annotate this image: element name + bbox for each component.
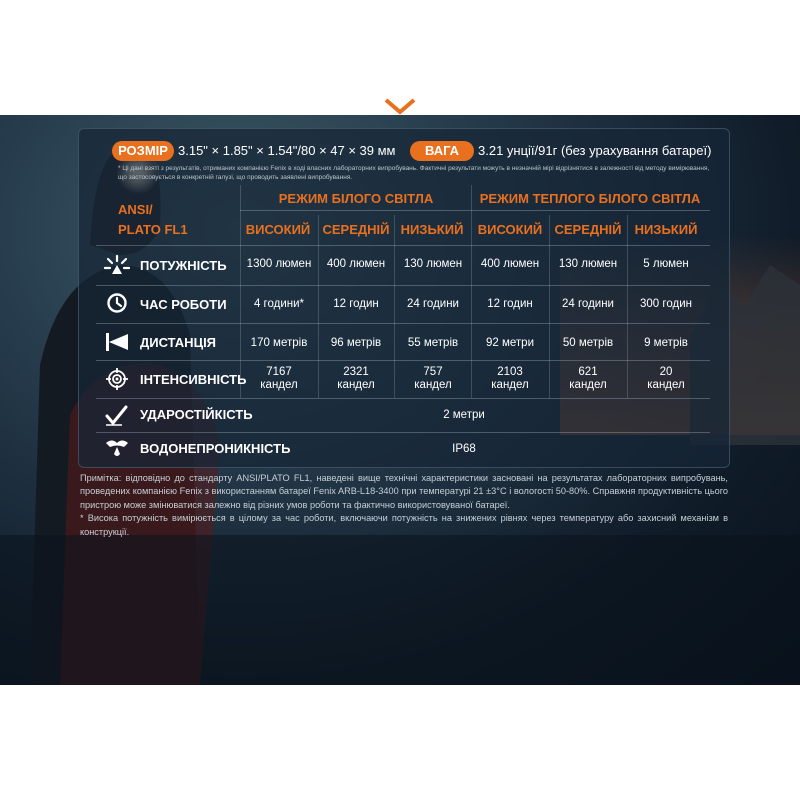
cell-distance-white-medium: 96 метрів: [330, 337, 382, 349]
cell-intensity-warm-medium: 621 кандел: [569, 366, 607, 391]
weight-label: ВАГА: [410, 141, 474, 161]
cell-runtime-white-medium: 12 годин: [333, 298, 379, 310]
col-warm-high: ВИСОКИЙ: [477, 222, 543, 237]
cell-intensity-white-high: 7167 кандел: [260, 366, 298, 391]
col-white-high: ВИСОКИЙ: [245, 222, 311, 237]
cell-distance-warm-medium: 50 метрів: [562, 337, 614, 349]
cell-distance-warm-low: 9 метрів: [644, 337, 688, 349]
cell-runtime-warm-low: 300 годин: [640, 298, 692, 310]
divider: [240, 210, 710, 211]
cell-runtime-white-low: 24 години: [407, 298, 459, 310]
footnotes: [80, 472, 728, 539]
page-title: ТЕХНІЧНІ ПАРАМЕТРИ: [273, 62, 527, 85]
footnote-high-output: * Висока потужність вимірюється в цілому за час роботи, включаючи потужність на знижених рівнях через температуру або захисний механізм в конструкції.: [80, 513, 728, 537]
cell-brightness-warm-medium: 130 люмен: [558, 258, 618, 270]
brightness-burst-icon: [104, 254, 130, 276]
cell-intensity-white-low: 757 кандел: [414, 366, 452, 391]
target-intensity-icon: [104, 368, 130, 390]
impact-resistance-icon: [104, 404, 130, 426]
row-label-distance: ДИСТАНЦІЯ: [140, 335, 217, 350]
footnote-standard: Примітка: відповідно до стандарту ANSI/PLATO FL1, наведені вище технічні характеристики засновані на результатах лабораторних випробувань, проведених компанією Fenix з використанням батареї Fenix ARB-L18-3400 при температурі 21 ±3°C і вологості 50-80%. Справжня продуктивність цього пристрою може змінюватися залежно від різних умов роботи та фактично використовуваної батареї.: [80, 473, 728, 510]
water-splash-icon: [104, 437, 130, 459]
size-label: РОЗМІР: [112, 141, 174, 161]
standard-line-1: ANSI/: [118, 202, 153, 217]
cell-brightness-warm-low: 5 люмен: [643, 258, 689, 270]
standard-label: [118, 200, 188, 240]
cell-distance-white-low: 55 метрів: [407, 337, 459, 349]
row-label-waterproof: ВОДОНЕПРОНИКНІСТЬ: [140, 441, 291, 456]
cell-intensity-warm-low: 20 кандел: [647, 366, 685, 391]
divider: [96, 432, 710, 433]
row-label-runtime: ЧАС РОБОТИ: [140, 297, 227, 312]
standard-line-2: PLATO FL1: [118, 222, 188, 237]
group-white-light: РЕЖИМ БІЛОГО СВІТЛА: [278, 191, 434, 206]
beam-distance-icon: [104, 331, 130, 353]
divider: [96, 323, 710, 324]
cell-intensity-warm-high: 2103 кандел: [491, 366, 529, 391]
col-white-low: НИЗЬКИЙ: [400, 222, 464, 237]
cell-impact-value: 2 метри: [443, 409, 485, 421]
cell-runtime-warm-high: 12 годин: [487, 298, 533, 310]
cell-runtime-warm-medium: 24 години: [562, 298, 614, 310]
cell-distance-white-high: 170 метрів: [250, 337, 308, 349]
cell-brightness-white-medium: 400 люмен: [326, 258, 386, 270]
group-warm-light: РЕЖИМ ТЕПЛОГО БІЛОГО СВІТЛА: [479, 191, 701, 206]
weight-value: 3.21 унції/91г (без урахування батареї): [478, 143, 712, 158]
row-label-brightness: ПОТУЖНІСТЬ: [140, 258, 227, 273]
cell-intensity-white-medium: 2321 кандел: [337, 366, 375, 391]
cell-runtime-white-high: 4 години*: [253, 298, 305, 310]
clock-icon: [104, 292, 130, 314]
divider: [96, 360, 710, 361]
cell-brightness-white-high: 1300 люмен: [246, 258, 312, 270]
divider: [96, 285, 710, 286]
cell-distance-warm-high: 92 метри: [486, 337, 534, 349]
col-warm-low: НИЗЬКИЙ: [634, 222, 698, 237]
test-note: * Ці дані взяті з результатів, отриманих компанією Fenix в ході власних лабораторних випробувань. Фактичні результати можуть в незначній мірі відрізнятися в залежності від методу вимірювання, що застосовується в конкретній галузі, що проводить заявлені випробування.: [118, 165, 710, 181]
col-white-medium: СЕРЕДНІЙ: [322, 222, 390, 237]
cell-brightness-warm-high: 400 люмен: [480, 258, 540, 270]
divider: [96, 398, 710, 399]
size-value: 3.15" × 1.85" × 1.54"/80 × 47 × 39 мм: [178, 143, 396, 158]
cell-waterproof-value: IP68: [452, 443, 476, 455]
cell-brightness-white-low: 130 люмен: [403, 258, 463, 270]
divider: [96, 245, 710, 246]
row-label-intensity: ІНТЕНСИВНІСТЬ: [140, 372, 247, 387]
col-warm-medium: СЕРЕДНІЙ: [554, 222, 622, 237]
chevron-down-icon: [384, 98, 416, 116]
row-label-impact: УДАРОСТІЙКІСТЬ: [140, 407, 253, 422]
